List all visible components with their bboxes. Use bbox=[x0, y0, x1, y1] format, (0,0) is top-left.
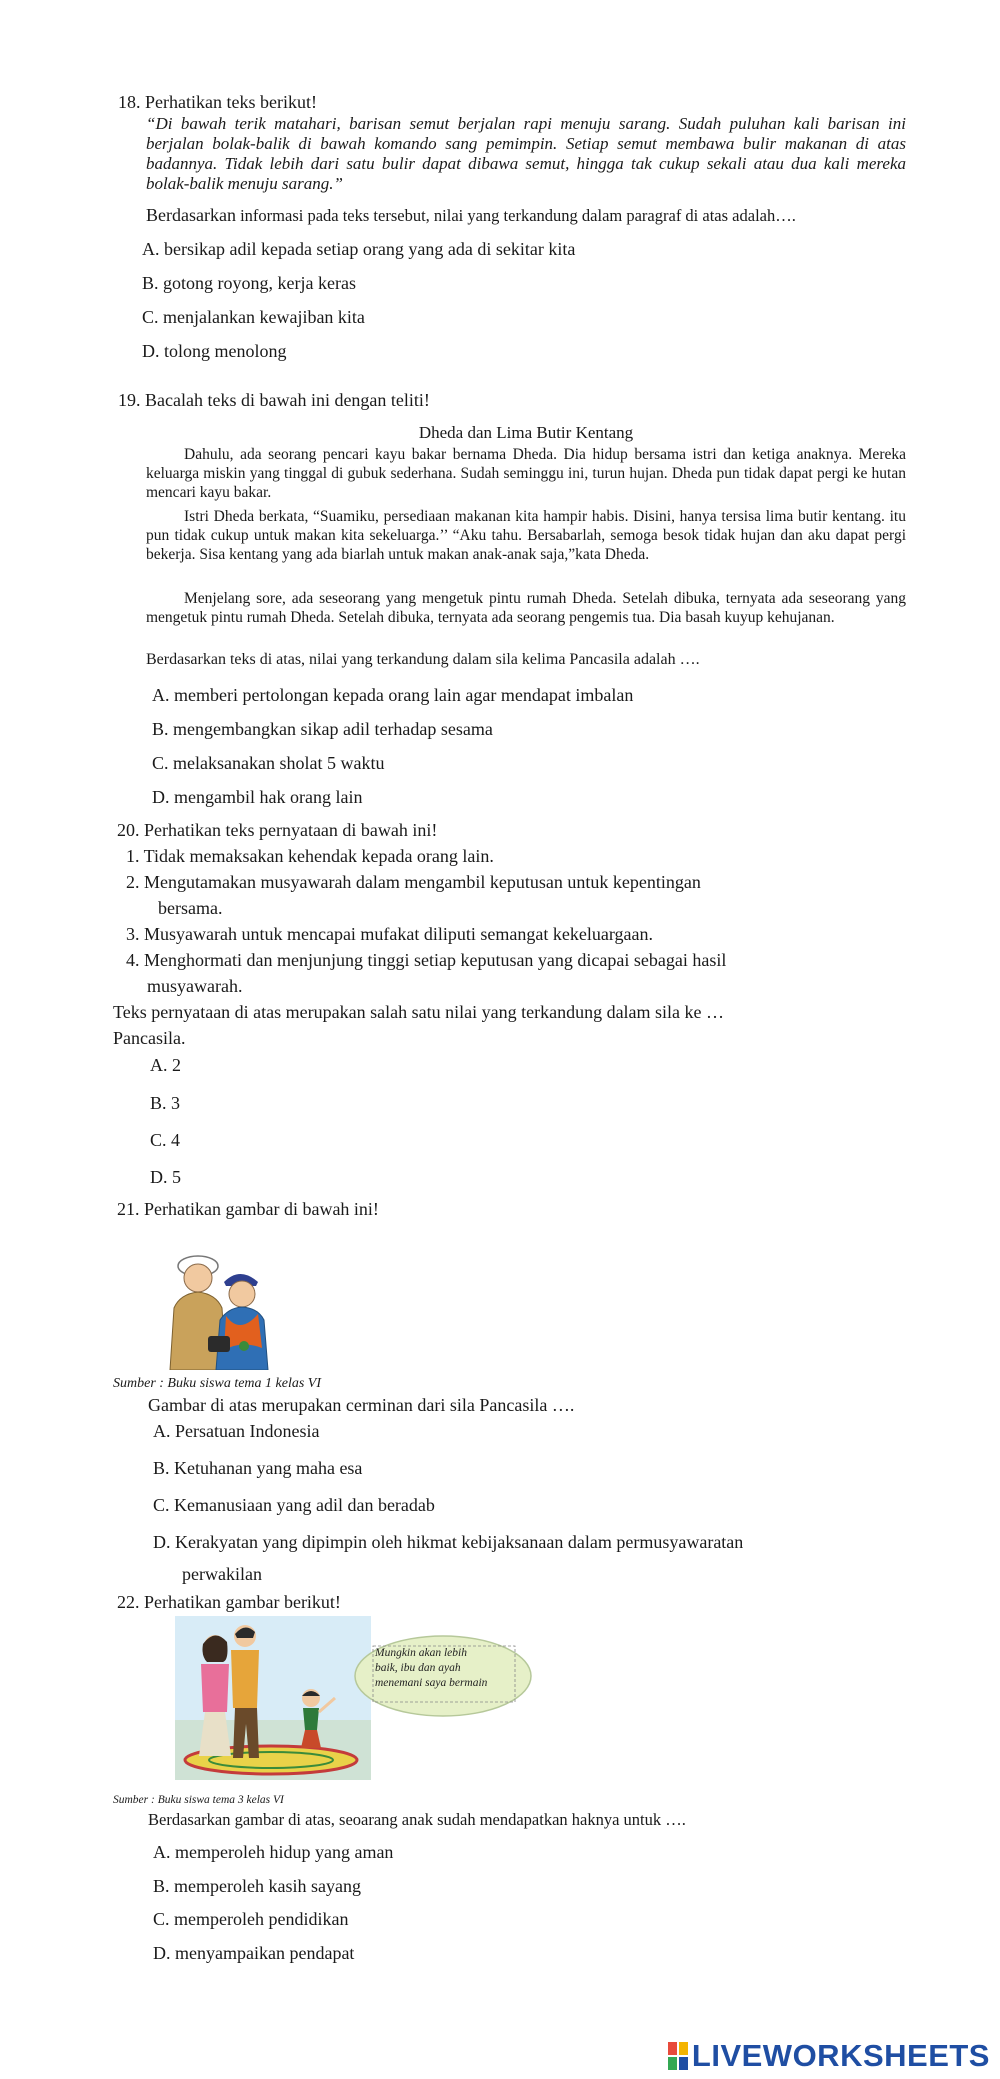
q18-question bbox=[146, 205, 796, 226]
q22-question: Berdasarkan gambar di atas, seoarang anak sudah mendapatkan haknya untuk …. bbox=[148, 1810, 686, 1829]
q18-question-lead: Berdasarkan bbox=[146, 205, 236, 225]
q20-statement-2: 2. Mengutamakan musyawarah dalam mengambil keputusan untuk kepentingan bbox=[126, 872, 701, 892]
q20-option-b[interactable]: B. 3 bbox=[150, 1093, 181, 1113]
q21-option-a[interactable]: A. Persatuan Indonesia bbox=[153, 1421, 320, 1441]
q19-question: Berdasarkan teks di atas, nilai yang terkandung dalam sila kelima Pancasila adalah …. bbox=[146, 651, 700, 668]
q20-option-a[interactable]: A. 2 bbox=[150, 1055, 181, 1075]
q21-illustration bbox=[158, 1240, 286, 1370]
q22-source: Sumber : Buku siswa tema 3 kelas VI bbox=[113, 1794, 284, 1806]
q22-heading: 22. Perhatikan gambar berikut! bbox=[117, 1592, 341, 1612]
q22-option-a[interactable]: A. memperoleh hidup yang aman bbox=[153, 1842, 394, 1862]
q18-question-rest: informasi pada teks tersebut, nilai yang terkandung dalam paragraf di atas adalah…. bbox=[235, 206, 796, 225]
q22-speech-bubble bbox=[375, 1646, 487, 1691]
q21-question: Gambar di atas merupakan cerminan dari sila Pancasila …. bbox=[148, 1395, 575, 1415]
q20-option-c[interactable]: C. 4 bbox=[150, 1130, 181, 1150]
liveworksheets-logo[interactable] bbox=[668, 2040, 990, 2072]
q19-option-a[interactable]: A. memberi pertolongan kepada orang lain agar mendapat imbalan bbox=[152, 685, 634, 705]
q20-statement-2-cont: bersama. bbox=[158, 898, 223, 918]
liveworksheets-logo-text: LIVEWORKSHEETS bbox=[691, 2038, 990, 2073]
q18-option-a[interactable]: A. bersikap adil kepada setiap orang yang ada di sekitar kita bbox=[142, 239, 576, 259]
q22-bubble-line-1: Mungkin akan lebih bbox=[375, 1647, 467, 1659]
q20-statement-4: 4. Menghormati dan menjunjung tinggi setiap keputusan yang dicapai sebagai hasil bbox=[126, 950, 727, 970]
q21-source: Sumber : Buku siswa tema 1 kelas VI bbox=[113, 1376, 322, 1391]
q21-option-d[interactable]: D. Kerakyatan yang dipimpin oleh hikmat kebijaksanaan dalam permusyawaratan bbox=[153, 1532, 744, 1552]
q22-illustration bbox=[175, 1616, 535, 1780]
q21-heading: 21. Perhatikan gambar di bawah ini! bbox=[117, 1199, 379, 1219]
q18-option-b[interactable]: B. gotong royong, kerja keras bbox=[142, 273, 356, 293]
liveworksheets-logo-icon bbox=[668, 2042, 688, 2070]
q19-option-c[interactable]: C. melaksanakan sholat 5 waktu bbox=[152, 753, 385, 773]
q22-bubble-line-2: baik, ibu dan ayah bbox=[375, 1662, 461, 1674]
q19-paragraph-3: Menjelang sore, ada seseorang yang mengetuk pintu rumah Dheda. Setelah dibuka, ternyata ada seseorang yang mengetuk pintu rumah Dheda. Setelah dibuka, ternyata ada seorang pengemis tua. Dia basah kuyup kehujanan. bbox=[146, 590, 906, 626]
q22-bubble-line-3: menemani saya bermain bbox=[375, 1677, 488, 1689]
q22-option-b[interactable]: B. memperoleh kasih sayang bbox=[153, 1876, 361, 1896]
q19-story-title: Dheda dan Lima Butir Kentang bbox=[418, 423, 634, 442]
q21-option-c[interactable]: C. Kemanusiaan yang adil dan beradab bbox=[153, 1495, 435, 1515]
q20-heading: 20. Perhatikan teks pernyataan di bawah ini! bbox=[117, 820, 438, 840]
q19-option-b[interactable]: B. mengembangkan sikap adil terhadap sesama bbox=[152, 719, 493, 739]
q20-option-d[interactable]: D. 5 bbox=[150, 1167, 181, 1187]
q22-option-c[interactable]: C. memperoleh pendidikan bbox=[153, 1909, 349, 1929]
q20-statement-1: 1. Tidak memaksakan kehendak kepada orang lain. bbox=[126, 846, 494, 866]
q18-option-c[interactable]: C. menjalankan kewajiban kita bbox=[142, 307, 365, 327]
q18-option-d[interactable]: D. tolong menolong bbox=[142, 341, 287, 361]
parents-children-illustration bbox=[158, 1240, 286, 1370]
q21-option-d-cont: perwakilan bbox=[182, 1564, 262, 1584]
q19-paragraph-2: Istri Dheda berkata, “Suamiku, persediaan makanan kita hampir habis. Disini, hanya tersisa lima butir kentang. itu pun tidak cukup untuk makan kita sekeluarga.’’ “Aku tahu. Bersabarlah, semoga besok tidak hujan dan aku dapat pergi bekerja. Sisa kentang yang ada biarlah untuk makan anak-anak saja,”kata Dheda. bbox=[146, 508, 906, 563]
family-play-illustration bbox=[175, 1616, 535, 1780]
q20-statement-4-cont: musyawarah. bbox=[147, 976, 243, 996]
q21-option-b[interactable]: B. Ketuhanan yang maha esa bbox=[153, 1458, 363, 1478]
q19-option-d[interactable]: D. mengambil hak orang lain bbox=[152, 787, 363, 807]
q20-question-line1: Teks pernyataan di atas merupakan salah satu nilai yang terkandung dalam sila ke … bbox=[113, 1002, 725, 1022]
q18-passage: “Di bawah terik matahari, barisan semut berjalan rapi menuju sarang. Sudah puluhan kali barisan ini berjalan bolak-balik di bawah komando sang pemimpin. Setiap semut membawa bulir makanan di atas badannya. Tidak lebih dari satu bulir dapat dibawa semut, hingga tak cukup sekali atau dua kali mereka bolak-balik menuju sarang.” bbox=[146, 114, 906, 193]
q20-statement-3: 3. Musyawarah untuk mencapai mufakat diliputi semangat kekeluargaan. bbox=[126, 924, 654, 944]
q22-option-d[interactable]: D. menyampaikan pendapat bbox=[153, 1943, 355, 1963]
q18-heading: 18. Perhatikan teks berikut! bbox=[118, 92, 317, 112]
q19-heading: 19. Bacalah teks di bawah ini dengan teliti! bbox=[118, 390, 430, 410]
q20-question-line2: Pancasila. bbox=[113, 1028, 186, 1048]
q19-paragraph-1: Dahulu, ada seorang pencari kayu bakar bernama Dheda. Dia hidup bersama istri dan ketiga anaknya. Mereka keluarga miskin yang tinggal di gubuk sederhana. Sudah seminggu ini, turun hujan. Dheda pun tidak dapat pergi ke hutan mencari kayu bakar. bbox=[146, 446, 906, 501]
